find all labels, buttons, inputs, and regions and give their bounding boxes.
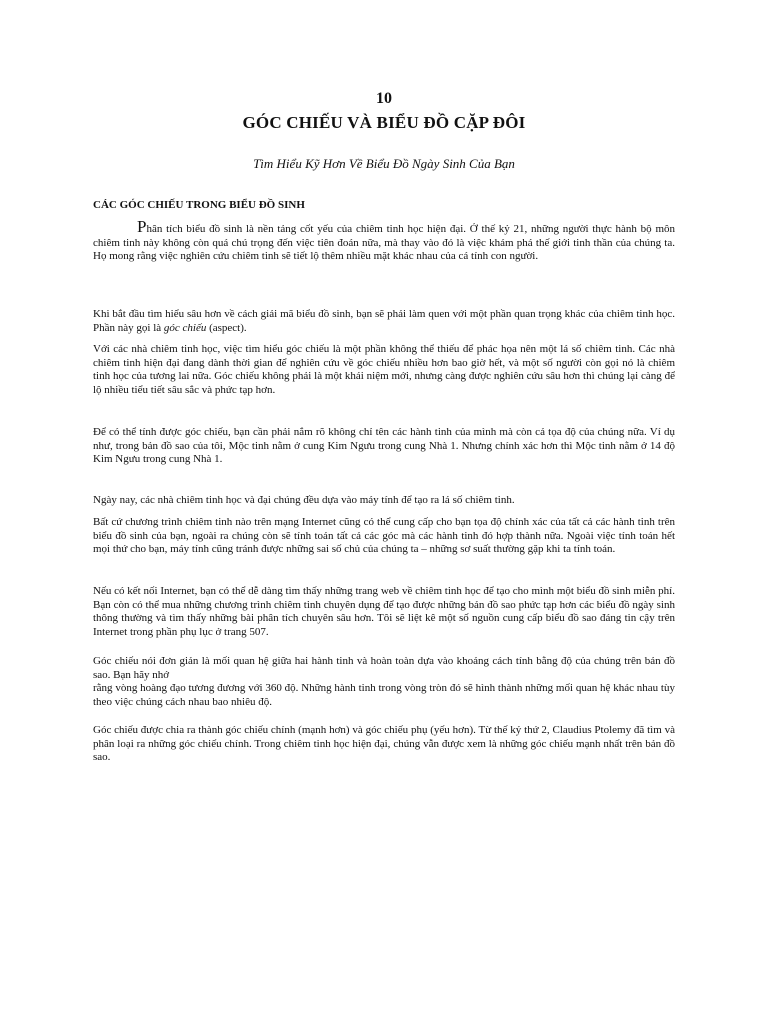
paragraph-planet-coordinates: Để có thể tính được góc chiếu, bạn cần phải nắm rõ không chỉ tên các hành tinh của mình mà còn cả tọa độ của chúng nữa. Ví dụ như, trong bản đồ sao của tôi, Mộc tinh nằm ở cung Kim Ngưu trong cung Nhà 1. Nhưng chính xác hơn thì Mộc tinh nằm ở 14 độ Kim Ngưu trong cung Nhà 1. bbox=[93, 426, 675, 466]
paragraph-intro bbox=[93, 217, 675, 264]
paragraph-aspect-importance: Với các nhà chiêm tinh học, việc tìm hiểu góc chiếu là một phần không thể thiếu để phác họa nên một lá số chiêm tinh. Các nhà chiêm tinh hiện đại đang dành thời gian để nghiên cứu về góc chiếu nhiều hơn bao giờ hết, và một số người còn gọi nó là chiêm tinh học của tương lai nữa. Góc chiếu không phải là một khái niệm mới, nhưng càng được nghiên cứu sâu hơn thì chúng lại càng để lộ nhiều tiểu tiết sâu sắc và phức tạp hơn. bbox=[93, 343, 675, 396]
paragraph-major-minor-aspects: Góc chiếu được chia ra thành góc chiếu chính (mạnh hơn) và góc chiếu phụ (yếu hơn). Từ thế kỷ thứ 2, Claudius Ptolemy đã tìm và phân loại ra những góc chiếu chính. Trong chiêm tinh học hiện đại, chúng vẫn được xem là những góc chiếu mạnh nhất trên bản đồ sao. bbox=[93, 724, 675, 764]
paragraph-aspect-after: (aspect). bbox=[206, 321, 247, 334]
chapter-number: 10 bbox=[376, 90, 392, 107]
drop-cap: P bbox=[137, 217, 147, 236]
paragraph-aspect-before: Khi bắt đầu tìm hiểu sâu hơn về cách giải mã biểu đồ sinh, bạn sẽ phải làm quen với một phần quan trọng khác của chiêm tinh học. Phần này gọi là bbox=[93, 308, 675, 334]
paragraph-computers: Ngày nay, các nhà chiêm tinh học và đại chúng đều dựa vào máy tính để tạo ra lá số chiêm tinh. bbox=[93, 494, 515, 506]
paragraph-intro-text: hân tích biểu đồ sinh là nền tảng cốt yếu của chiêm tinh học hiện đại. Ở thế kỷ 21, những người thực hành bộ môn chiêm tinh này không còn quá chú trọng đến việc tiên đoán nữa, mà thay vào đó là việc khám phá thế giới tinh thần của chúng ta. Họ mong rằng việc nghiên cứu chiêm tinh sẽ tiết lộ thêm nhiều mặt khác nhau của cá tính con người. bbox=[93, 223, 675, 263]
chapter-subtitle: Tìm Hiểu Kỹ Hơn Về Biểu Đồ Ngày Sinh Của Bạn bbox=[253, 156, 515, 171]
paragraph-aspect-relationship-line2: rằng vòng hoàng đạo tương đương với 360 độ. Những hành tinh trong vòng tròn đó sẽ hình thành những mối quan hệ khác nhau tùy theo việc chúng cách nhau bao nhiêu độ. bbox=[93, 682, 675, 708]
chapter-title: GÓC CHIẾU VÀ BIỂU ĐỒ CẶP ĐÔI bbox=[242, 113, 526, 132]
aspect-term: góc chiếu bbox=[163, 321, 207, 334]
paragraph-aspect-relationship bbox=[93, 655, 675, 709]
paragraph-aspect-relationship-line1: Góc chiếu nói đơn giản là mối quan hệ giữa hai hành tinh và hoàn toàn dựa vào khoảng cách tính bằng độ của chúng trên bản đồ sao. Bạn hãy nhớ bbox=[93, 655, 675, 681]
section-heading: CÁC GÓC CHIẾU TRONG BIỂU ĐỒ SINH bbox=[93, 199, 305, 211]
paragraph-online-programs: Bất cứ chương trình chiêm tinh nào trên mạng Internet cũng có thể cung cấp cho bạn tọa độ chính xác của tất cả các hành tinh trên biểu đồ sinh của bạn, ngoài ra chúng còn sẽ tính toán tất cả các góc mà các hành tinh đó hợp thành nữa. Ngoài việc tính toán hết mọi thứ cho bạn, máy tính cũng tránh được những sai số chủ của chúng ta – những sơ suất thường gặp khi ta tính toán. bbox=[93, 516, 675, 556]
paragraph-internet-resources: Nếu có kết nối Internet, bạn có thể dễ dàng tìm thấy những trang web về chiêm tinh học để tạo cho mình một biểu đồ sinh miễn phí. Bạn còn có thể mua những chương trình chiêm tinh chuyên dụng để tạo được những bản đồ sao phức tạp hơn các biểu đồ ngày sinh thông thường và tìm thấy những bài phân tích chuyên sâu hơn. Tôi sẽ liệt kê một số nguồn cung cấp biểu đồ sao đáng tin cậy trên Internet trong phần phụ lục ở trang 507. bbox=[93, 585, 675, 638]
paragraph-aspect-definition bbox=[93, 308, 675, 335]
